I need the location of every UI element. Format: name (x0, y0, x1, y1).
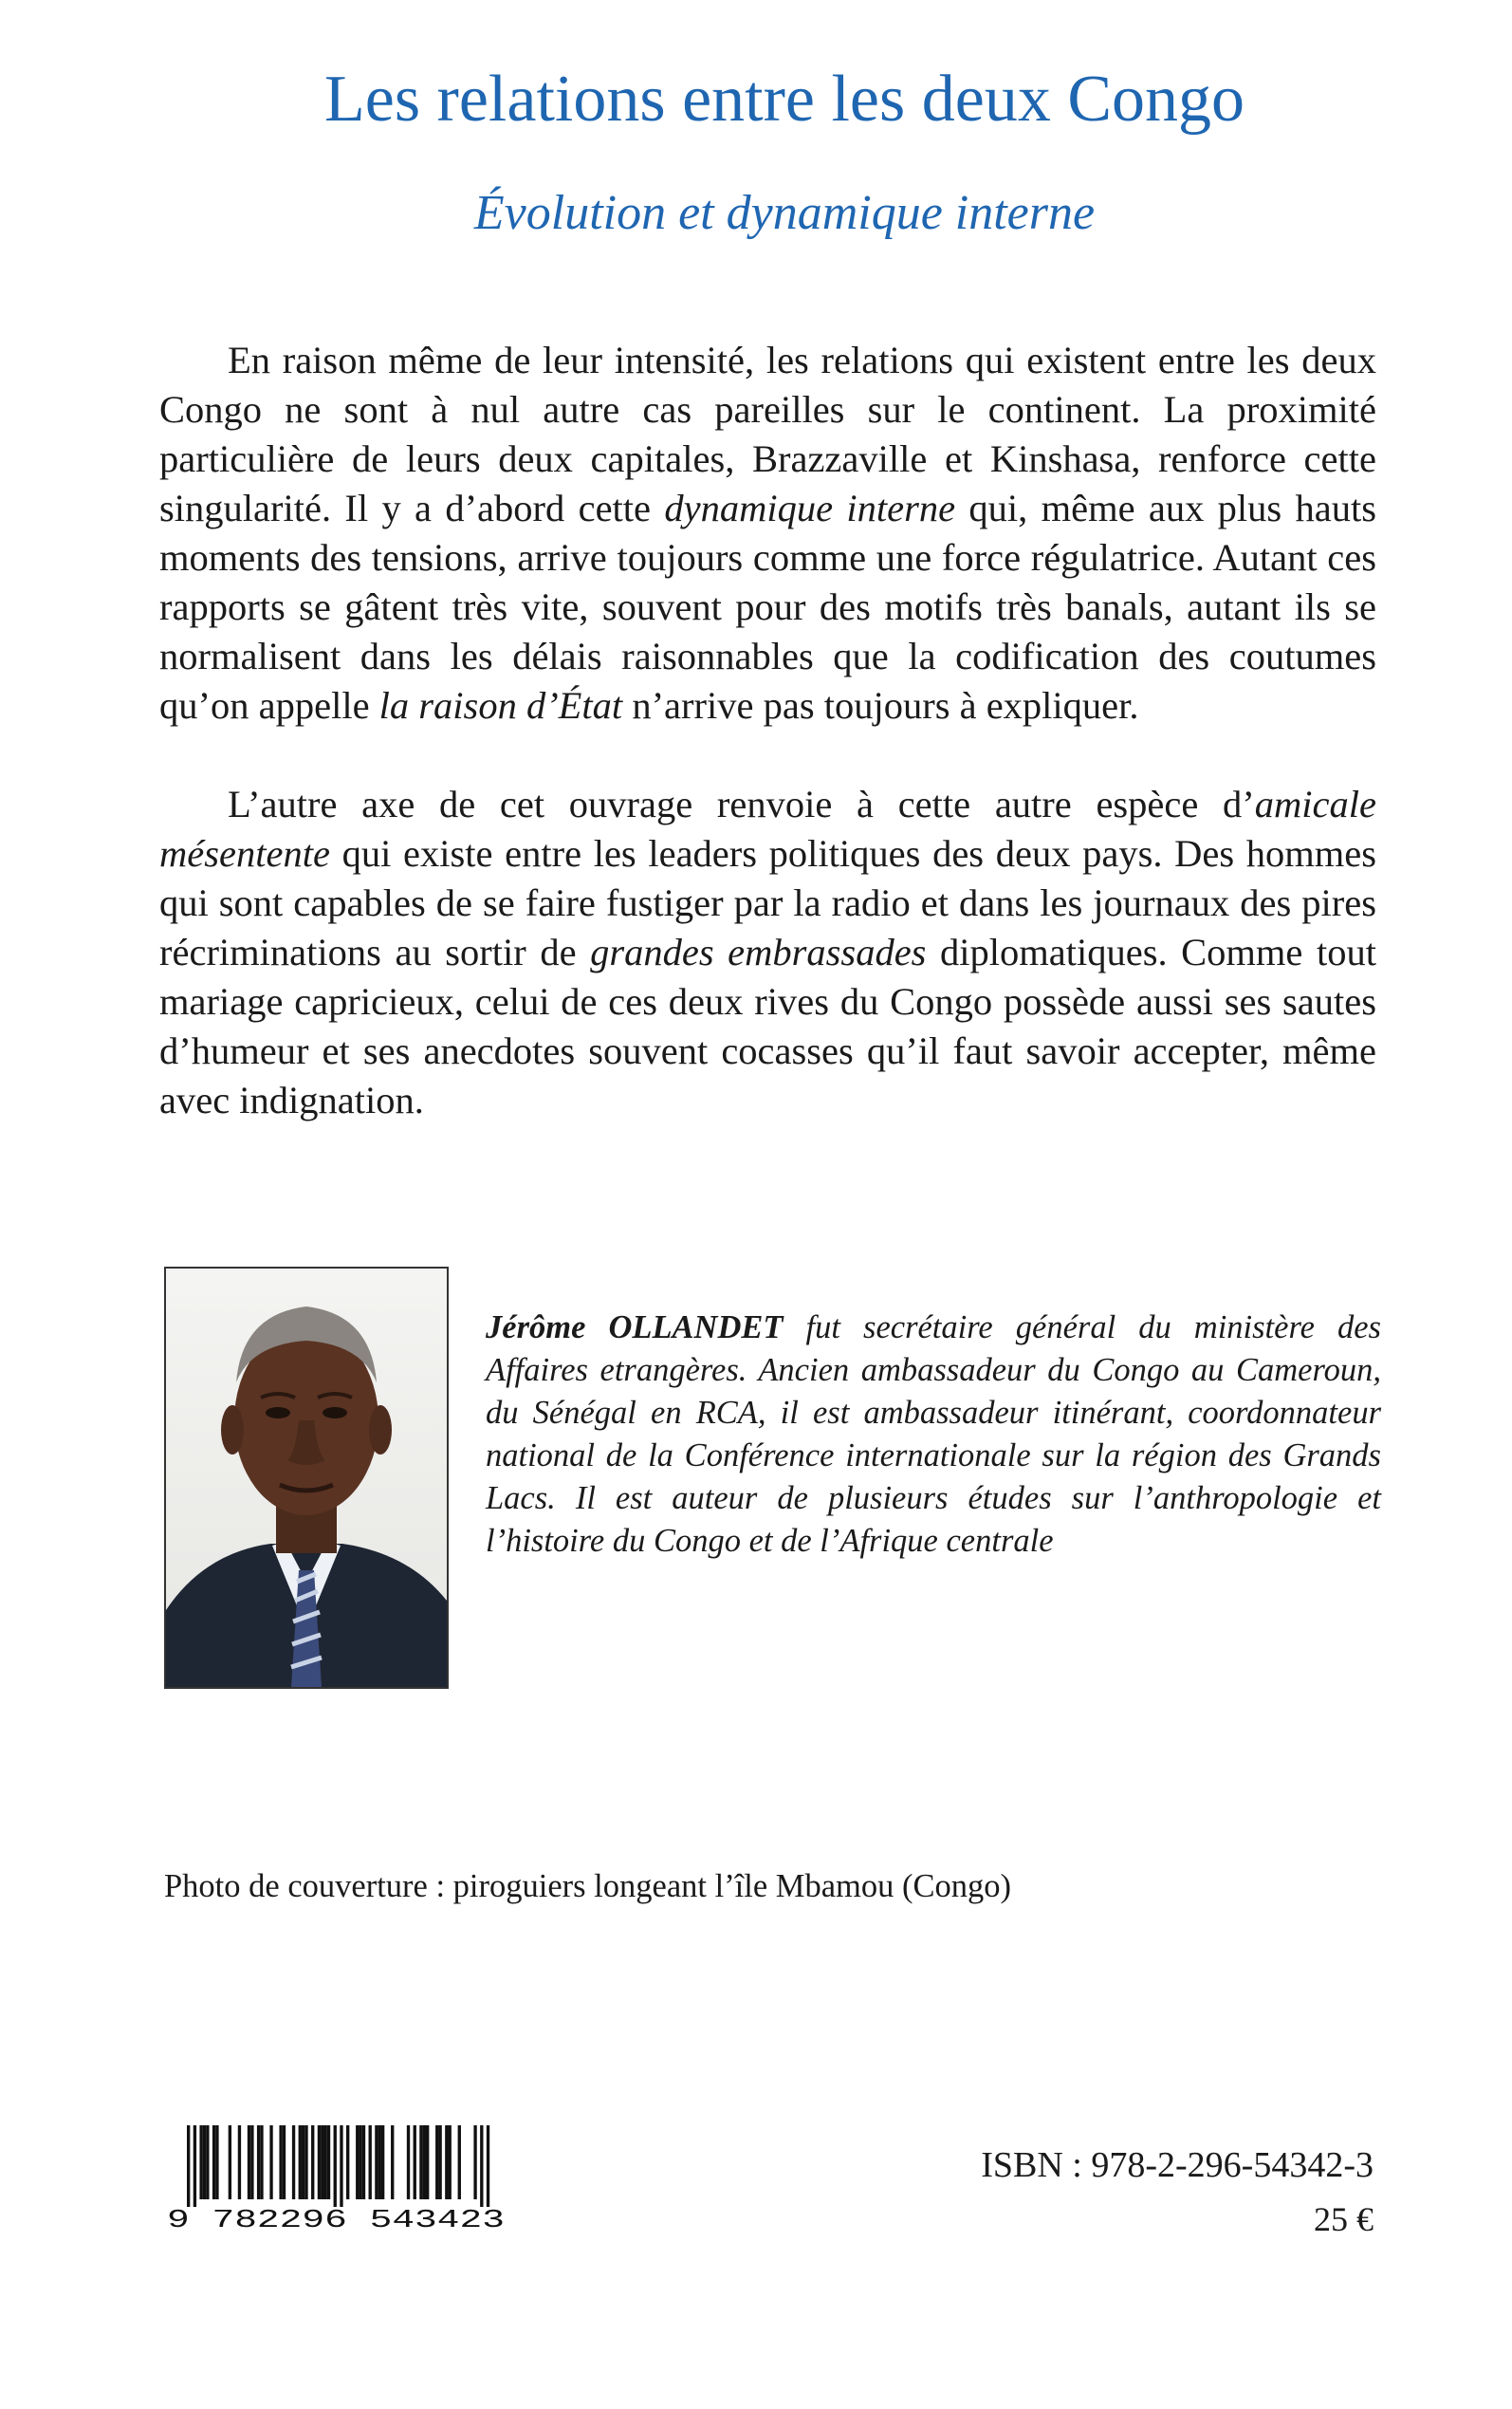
book-subtitle: Évolution et dynamique interne (473, 186, 1096, 240)
barcode-bar (311, 2125, 314, 2199)
text-run-2: qui existe entre les leaders politiques des deux pays. Des hommes qui sont capables de se faire fustiger par la radio et dans les journaux des pires récriminations au sortir de (159, 832, 1376, 973)
barcode-bar (321, 2125, 323, 2199)
barcode-bar (229, 2125, 231, 2199)
barcode-bar (304, 2125, 307, 2199)
barcode-bar (346, 2125, 349, 2199)
barcode-bar (445, 2125, 448, 2199)
barcode-bar (318, 2125, 321, 2199)
barcode-bar (215, 2125, 218, 2199)
barcode-bar (212, 2125, 215, 2199)
author-bio-text: fut secrétaire général du ministère des Affaires etrangères. Ancien ambassadeur du Congo au Cameroun, du Sénégal en RCA, il est ambassadeur itinérant, coordonnateur national de la Conférence internationale sur la région des Grands Lacs. Il est auteur de plusieurs études sur l’anthropologie et l’histoire du Congo et de l’Afrique centrale (486, 1309, 1381, 1559)
barcode-bar (423, 2125, 426, 2199)
barcode-bar (260, 2125, 263, 2199)
barcode-bar (375, 2125, 378, 2199)
italic-run-1: amicale mésentente (159, 783, 1376, 875)
text-run-0: L’autre axe de cet ouvrage renvoie à cette autre espèce d’ (228, 783, 1255, 825)
barcode-bar (414, 2125, 416, 2199)
barcode-bar (238, 2125, 241, 2199)
barcode-bar (327, 2125, 330, 2199)
barcode-bar (203, 2125, 206, 2199)
barcode-bar (480, 2125, 483, 2207)
barcode-bar (362, 2125, 365, 2199)
barcode-bar (269, 2125, 272, 2199)
barcode-digits: 9 782296 543423 (167, 2207, 505, 2232)
barcode-bar (391, 2125, 394, 2199)
barcode-bar (487, 2125, 489, 2207)
barcode-bar (438, 2125, 441, 2199)
blurb-paragraph-2 (159, 780, 1376, 1125)
text-run-4: n’arrive pas toujours à expliquer. (622, 684, 1139, 727)
barcode-bar (359, 2125, 361, 2199)
text-run-0: En raison même de leur intensité, les relations qui existent entre les deux Congo ne sont à nul autre cas pareilles sur le continent. La proximité particulière de leurs deux capitales, Brazzaville et Kinshasa, renforce cette singularité. Il y a d’abord cette (159, 339, 1376, 529)
barcode-bar (407, 2125, 410, 2199)
barcode-bar (458, 2125, 461, 2199)
barcode-bar (323, 2125, 326, 2199)
barcode-bar (435, 2125, 438, 2199)
cover-photo-credit: Photo de couverture : piroguiers longeant l’île Mbamou (Congo) (164, 1868, 1011, 1904)
barcode-bar (206, 2125, 209, 2199)
barcode-bar (356, 2125, 359, 2199)
barcode-bar (381, 2125, 384, 2199)
barcode-bar (248, 2125, 250, 2199)
author-name: Jérôme OLLANDET (486, 1309, 784, 1345)
barcode-bar (340, 2125, 342, 2207)
barcode-bar (299, 2125, 302, 2199)
barcode-bar (302, 2125, 304, 2199)
barcode-bar (369, 2125, 372, 2199)
barcode-bar (283, 2125, 286, 2199)
barcode-bar (426, 2125, 429, 2199)
back-cover-blurb (159, 336, 1376, 1125)
italic-run-3: la raison d’État (378, 684, 623, 727)
barcode-bar (473, 2125, 476, 2199)
barcode-bar (378, 2125, 381, 2199)
barcode-bar (334, 2125, 337, 2207)
blurb-paragraph-1 (159, 336, 1376, 731)
book-title: Les relations entre les deux Congo (323, 63, 1245, 136)
barcode-bar (187, 2125, 190, 2207)
author-photo (164, 1267, 449, 1689)
italic-run-1: dynamique interne (664, 487, 956, 529)
text-run-2: qui, même aux plus hauts moments des tensions, arrive toujours comme une force régulatrice. Autant ces rapports se gâtent très vite, souvent pour des motifs très banals, autant ils se normalisent dans les délais raisonnables que la codification des coutumes qu’on appelle (159, 487, 1377, 727)
author-portrait-icon (166, 1269, 447, 1687)
barcode-icon (164, 2125, 507, 2232)
price: 25 € (1314, 2200, 1374, 2238)
barcode-bar (279, 2125, 282, 2199)
author-bio (486, 1306, 1381, 1563)
barcode-bar (449, 2125, 452, 2199)
isbn: ISBN : 978-2-296-54342-3 (981, 2145, 1374, 2185)
barcode-bar (199, 2125, 202, 2199)
barcode-bar (292, 2125, 295, 2199)
barcode-bar (250, 2125, 253, 2199)
text-run-4: diplomatiques. Comme tout mariage capricieux, celui de ces deux rives du Congo possède aussi ses sautes d’humeur et ses anecdotes souvent cocasses qu’il faut savoir accepter, même avec indignation. (159, 931, 1376, 1121)
barcode-bar (194, 2125, 196, 2207)
barcode-bar (257, 2125, 260, 2199)
barcode-bar (419, 2125, 422, 2199)
italic-run-3: grandes embrassades (590, 931, 927, 973)
